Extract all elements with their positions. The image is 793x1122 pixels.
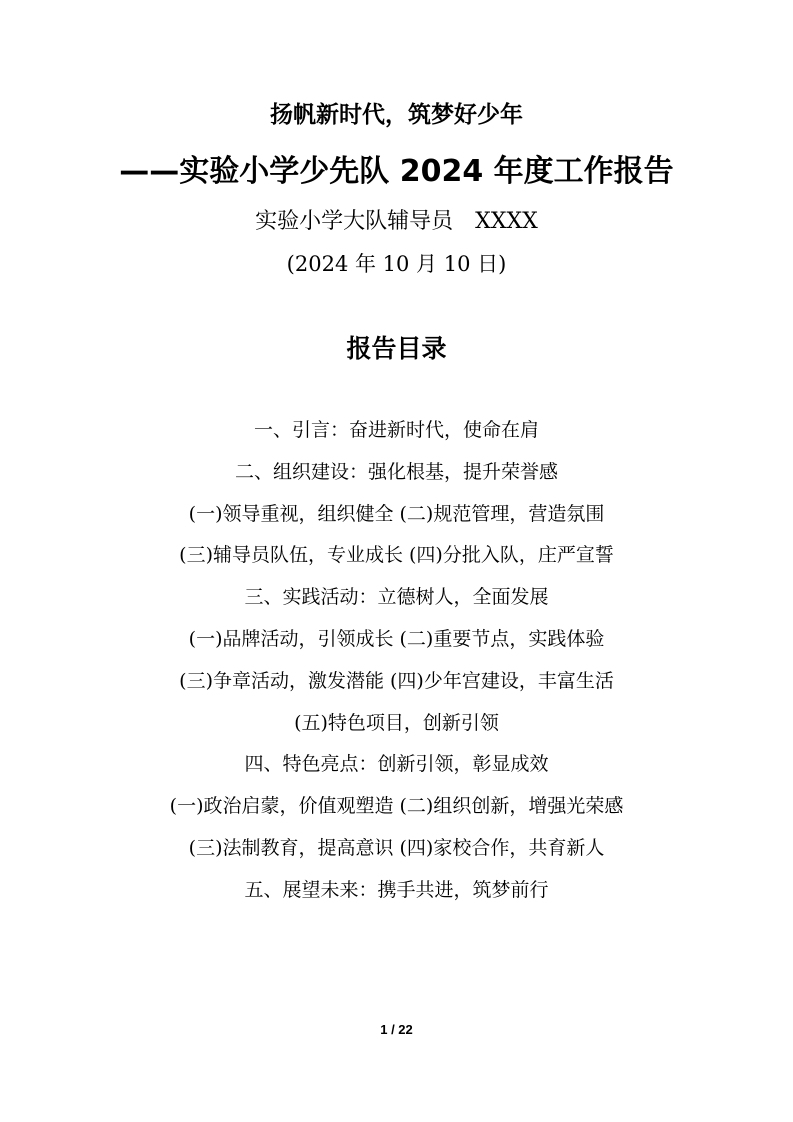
toc-entry[interactable]: (四)分批入队，庄严宣誓 — [409, 544, 614, 567]
toc-row — [0, 748, 793, 790]
toc-row — [0, 456, 793, 498]
toc-row — [0, 581, 793, 623]
toc-row — [0, 623, 793, 665]
toc-row — [0, 414, 793, 456]
toc-row — [0, 498, 793, 540]
toc-row — [0, 707, 793, 749]
toc-entry[interactable]: 一、引言：奋进新时代，使命在肩 — [253, 419, 539, 441]
toc-entry[interactable]: (一)领导重视，组织健全 — [188, 502, 394, 525]
toc-entry[interactable]: 二、组织建设：强化根基，提升荣誉感 — [234, 460, 558, 483]
toc-row — [0, 832, 793, 874]
toc-entry[interactable]: (二)组织创新，增强光荣感 — [399, 795, 624, 818]
toc-row — [0, 539, 793, 581]
date-line: (2024 年 10 月 10 日) — [286, 252, 507, 276]
page-number: 1 / 22 — [380, 1022, 413, 1037]
author-line: 实验小学大队辅导员 XXXX — [255, 209, 538, 234]
toc-entry[interactable]: 五、展望未来：携手共进，筑梦前行 — [244, 878, 549, 901]
toc-entry[interactable]: (一)政治启蒙，价值观塑造 — [169, 795, 394, 818]
toc-heading: 报告目录 — [346, 334, 447, 363]
toc-entry[interactable]: (一)品牌活动，引领成长 — [188, 627, 394, 650]
toc-entry[interactable]: (三)法制教育，提高意识 — [188, 836, 394, 859]
document-subtitle: ——实验小学少先队 2024 年度工作报告 — [119, 154, 674, 189]
toc-entry[interactable]: (四)家校合作，共育新人 — [399, 836, 605, 859]
toc-row — [0, 874, 793, 916]
toc-entry[interactable]: (四)少年宫建设，丰富生活 — [390, 669, 614, 692]
toc-entry[interactable]: (三)争章活动，激发潜能 — [179, 669, 384, 692]
toc-entry[interactable]: 三、实践活动：立德树人，全面发展 — [244, 586, 549, 609]
table-of-contents — [0, 414, 793, 916]
toc-entry[interactable]: 四、特色亮点：创新引领，彰显成效 — [244, 753, 549, 776]
toc-row — [0, 665, 793, 707]
toc-row — [0, 790, 793, 832]
document-title: 扬帆新时代，筑梦好少年 — [270, 101, 523, 128]
toc-entry[interactable]: (二)重要节点，实践体验 — [399, 627, 605, 650]
toc-entry[interactable]: (二)规范管理，营造氛围 — [399, 502, 605, 525]
toc-entry[interactable]: (三)辅导员队伍，专业成长 — [179, 544, 403, 567]
toc-entry[interactable]: (五)特色项目，创新引领 — [294, 711, 499, 734]
